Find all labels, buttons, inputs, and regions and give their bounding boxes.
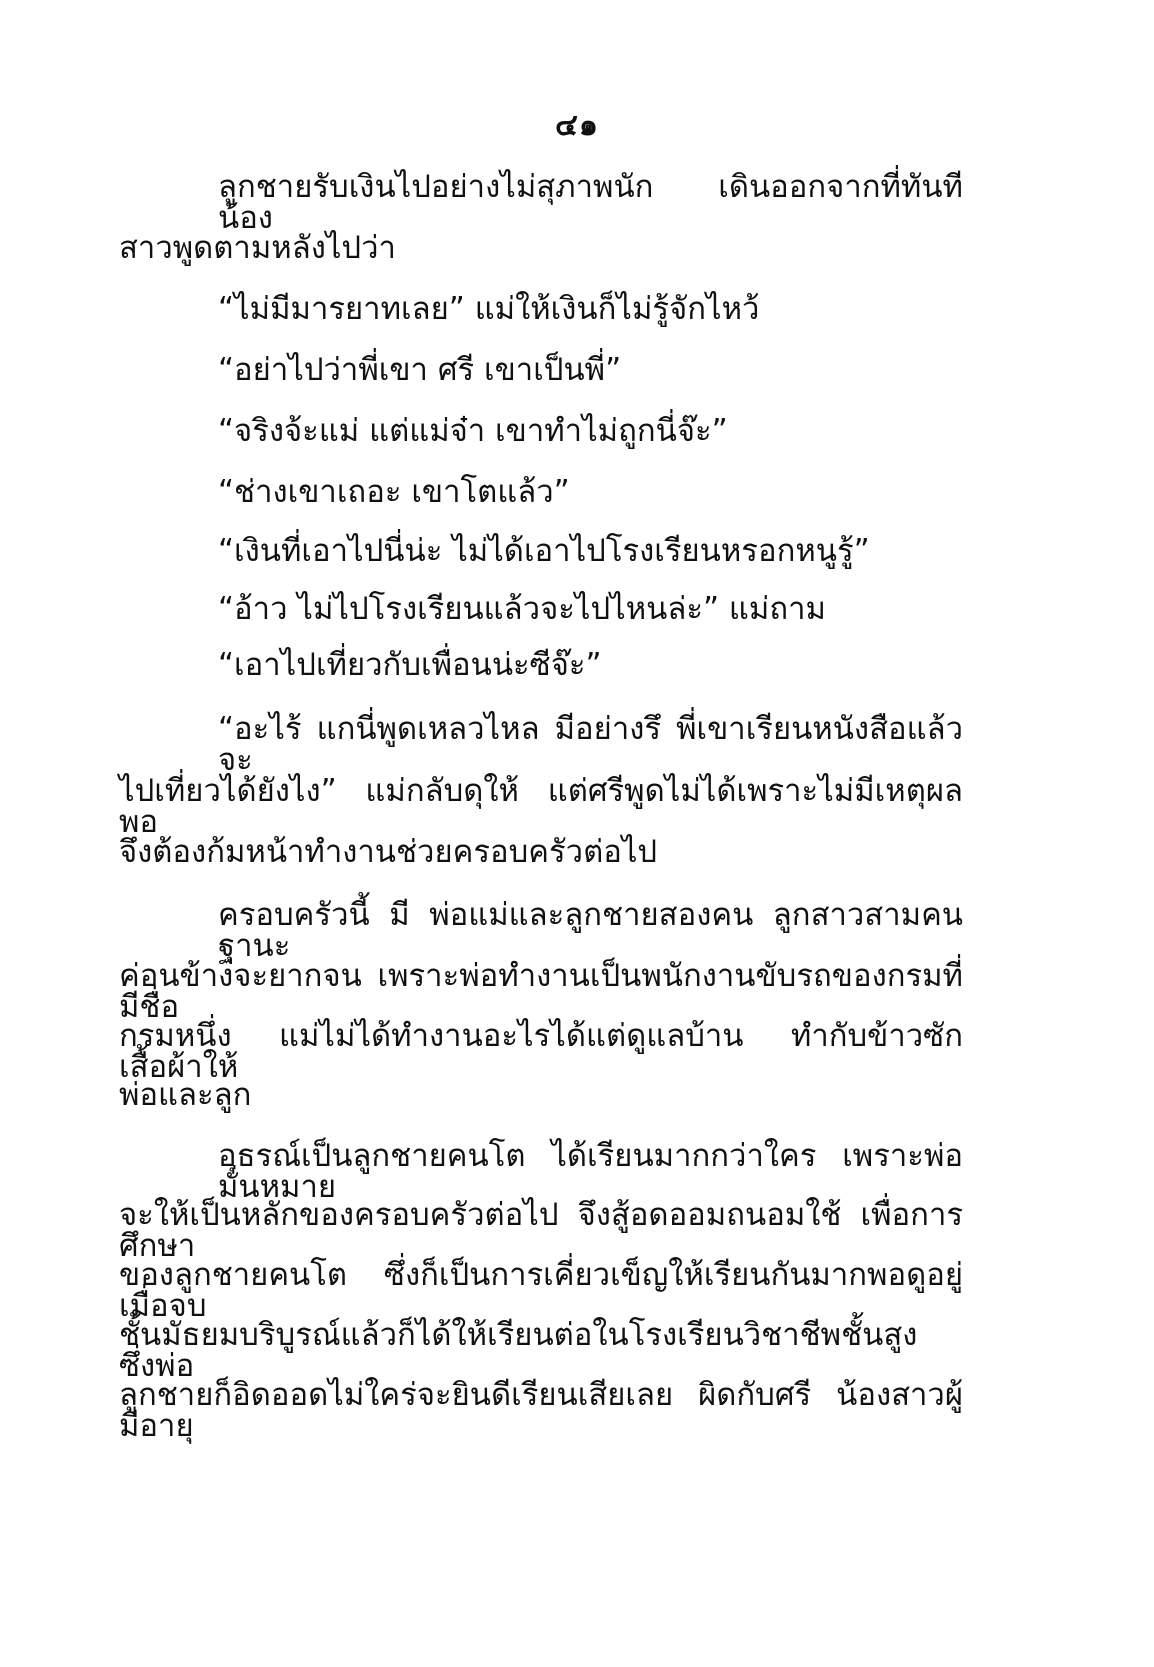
paragraph-line: ค่อนข้างจะยากจน เพราะพ่อทำงานเป็นพนักงานขับรถของกรมที่มีชื่อ xyxy=(119,958,963,1025)
dialogue-line: “เงินที่เอาไปนี่น่ะ ไม่ได้เอาไปโรงเรียนหรอกหนูรู้” xyxy=(218,533,870,569)
paragraph-line: กรมหนึ่ง แม่ไม่ได้ทำงานอะไรได้แต่ดูแลบ้าน ทำกับข้าวซักเสื้อผ้าให้ xyxy=(119,1018,963,1085)
paragraph-line: อุธรณ์เป็นลูกชายคนโต ได้เรียนมากกว่าใคร เพราะพ่อมั่นหมาย xyxy=(218,1138,963,1205)
paragraph-line: จะให้เป็นหลักของครอบครัวต่อไป จึงสู้อดออมถนอมใช้ เพื่อการศึกษา xyxy=(119,1197,963,1264)
paragraph-line: ไปเที่ยวได้ยังไง” แม่กลับดุให้ แต่ศรีพูดไม่ได้เพราะไม่มีเหตุผลพอ xyxy=(119,773,963,840)
paragraph-line: ลูกชายรับเงินไปอย่างไม่สุภาพนัก เดินออกจากที่ทันที น้อง xyxy=(218,169,963,236)
paragraph-line: ชั้นมัธยมบริบูรณ์แล้วก็ได้ให้เรียนต่อในโรงเรียนวิชาชีพชั้นสูง ซึ่งพ่อ xyxy=(119,1317,918,1384)
paragraph-line: ครอบครัวนี้ มี พ่อแม่และลูกชายสองคน ลูกสาวสามคน ฐานะ xyxy=(218,897,963,964)
dialogue-line: “อย่าไปว่าพี่เขา ศรี เขาเป็นพี่” xyxy=(218,352,622,388)
dialogue-line: “ช่างเขาเถอะ เขาโตแล้ว” xyxy=(218,474,570,510)
dialogue-line: “เอาไปเที่ยวกับเพื่อนน่ะซีจ๊ะ” xyxy=(218,647,602,683)
page-number: ๔๑ xyxy=(555,108,599,143)
dialogue-line: “จริงจ้ะแม่ แต่แม่จ๋า เขาทำไม่ถูกนี่จ๊ะ” xyxy=(218,413,728,449)
dialogue-line: “ไม่มีมารยาทเลย” แม่ให้เงินก็ไม่รู้จักไหว้ xyxy=(218,291,760,327)
paragraph-line: พ่อและลูก xyxy=(119,1077,252,1113)
paragraph-line: ลูกชายก็อิดออดไม่ใคร่จะยินดีเรียนเสียเลย ผิดกับศรี น้องสาวผู้มีอายุ xyxy=(119,1377,963,1444)
paragraph-line: ของลูกชายคนโต ซึ่งก็เป็นการเคี่ยวเข็ญให้เรียนกันมากพอดูอยู่ เมื่อจบ xyxy=(119,1257,963,1324)
dialogue-line: “อ้าว ไม่ไปโรงเรียนแล้วจะไปไหนล่ะ” แม่ถาม xyxy=(218,591,826,627)
paragraph-line: สาวพูดตามหลังไปว่า xyxy=(119,230,396,266)
paragraph-line: จึงต้องก้มหน้าทำงานช่วยครอบครัวต่อไป xyxy=(119,834,658,870)
paragraph-line: “อะไร้ แกนี่พูดเหลวไหล มีอย่างรึ พี่เขาเรียนหนังสือแล้วจะ xyxy=(218,711,963,778)
